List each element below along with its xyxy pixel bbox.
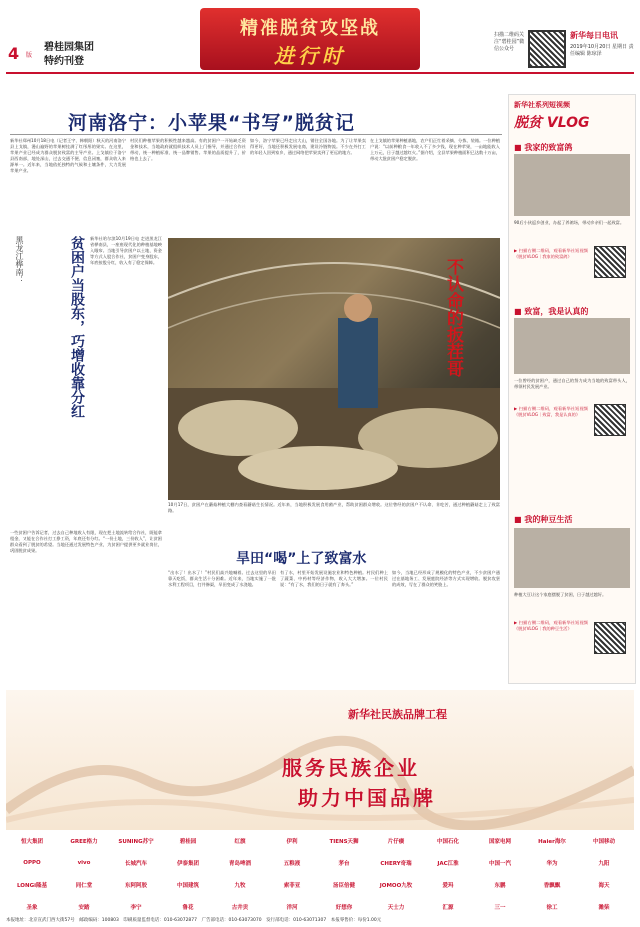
photo-caption: 10月17日，贫困户在蘑菇种植大棚内查看蘑菇生长情况。近年来，当地积极发展食用菌产业，帮助贫困群众增收。这位曾经的贫困户不认命、肯吃苦，通过种植蘑菇走上了致富路。 bbox=[168, 502, 500, 513]
brand-logo: 碧桂园 bbox=[179, 839, 197, 845]
brand-logo-grid bbox=[6, 830, 634, 914]
article-subheadline: 旱田“喝”上了致富水 bbox=[236, 551, 367, 567]
ad-slogan: 服务民族企业 bbox=[282, 756, 420, 780]
brand-logo: 九牧 bbox=[234, 883, 246, 889]
brand-logo: 红旗 bbox=[234, 839, 246, 845]
article-kicker: 黑龙江桦南： bbox=[15, 236, 24, 284]
brand-logo: 华为 bbox=[546, 861, 558, 867]
brand-logo: 东阿阿胶 bbox=[124, 883, 147, 889]
brand-logo: 中国移动 bbox=[592, 839, 615, 845]
brand-logo: 恒大集团 bbox=[20, 839, 43, 845]
slogan-top: 精准脱贫攻坚战 bbox=[240, 18, 380, 39]
slogan-bottom: 进行时 bbox=[274, 44, 346, 68]
qr-code-icon[interactable] bbox=[594, 404, 626, 436]
sidebar-photo bbox=[514, 154, 630, 216]
brand-logo: 安踏 bbox=[78, 905, 90, 911]
brand-logo: 爱玛 bbox=[442, 883, 454, 889]
brand-logo: 伊泰集团 bbox=[176, 861, 199, 867]
sidebar-section-heading: ■ 我的种豆生活 bbox=[514, 515, 573, 524]
sidebar-section-heading: ■ 致富，我是认真的 bbox=[514, 307, 589, 316]
sidebar-section-heading: ■ 我家的致富鸽 bbox=[514, 143, 573, 152]
brand-logo: 片仔癀 bbox=[387, 839, 405, 845]
brand-logo: JAC江淮 bbox=[437, 861, 459, 867]
brand-logo: vivo bbox=[77, 860, 91, 866]
sidebar-vlog-title: 脱贫 VLOG bbox=[514, 115, 590, 131]
photo-quote: 不认命的扳茬哥 bbox=[443, 258, 463, 377]
article-column: 在上戈镇的苹果种植基地，农户们正忙着采摘、分拣、装箱。一位种植户说：“以前种粮食一年收入不了多少钱，现在种苹果，一亩地能收入上万元，日子越过越红火。”据介绍，全县苹果种植面积已达数十万亩，带动大批贫困户稳定脱贫。 bbox=[370, 138, 500, 161]
brand-logo: CHERY奇瑞 bbox=[380, 861, 412, 867]
sidebar-qr-label: ▶ 扫描右侧二维码，观看新华社短视频《脱贫VLOG｜致富，我是认真的》 bbox=[514, 406, 588, 417]
brand-logo: 青岛啤酒 bbox=[228, 861, 251, 867]
article-column: 新华社郑州10月18日电（记者王宇、韩朝阳）秋天的河南洛宁县上戈镇，漫山遍野的苹果树挂满了红彤彤的果实。在这里，苹果产业已经成为群众脱贫致富的主导产业。上戈镇位于洛宁县西南部，地处深山，过去交通不便、信息闭塞，群众收入来源单一。近年来，当地依托独特的气候和土壤条件，大力发展苹果产业。 bbox=[10, 138, 126, 173]
sponsor-note: 特约刊登 bbox=[44, 56, 84, 67]
article-column: 如今，当地已经形成了规模化的特色产业，不少贫困户通过在基地务工、发展庭院经济等方式实现增收。脱贫攻坚的成效，写在了群众的笑脸上。 bbox=[392, 570, 500, 587]
article-headline: 河南洛宁：小苹果“书写”脱贫记 bbox=[68, 112, 355, 134]
qr-code-icon[interactable] bbox=[528, 30, 566, 68]
brand-logo: SUNING苏宁 bbox=[118, 839, 154, 845]
brand-logo: OPPO bbox=[23, 860, 41, 866]
brand-logo: 茅台 bbox=[338, 861, 350, 867]
article-column: 如今，洛宁苹果已经走出大山，销往全国各地。为了让苹果卖得更好，当地还积极发展电商，建设冷链物流。不少在外打工的年轻人回到家乡，通过网络把苹果卖到了更远的地方。 bbox=[250, 138, 366, 155]
brand-logo: 东鹏 bbox=[494, 883, 506, 889]
ad-logo-text: 新华社民族品牌工程 bbox=[348, 708, 447, 721]
brand-logo: 中国一汽 bbox=[488, 861, 511, 867]
brand-logo: 五粮液 bbox=[283, 861, 301, 867]
brand-logo: 长城汽车 bbox=[124, 861, 147, 867]
brand-logo: JOMOO九牧 bbox=[379, 883, 413, 889]
article-subheadline: 贫困户当股东，巧增收靠分红 bbox=[69, 236, 85, 418]
qr-caption: 扫描二维码关注“碧桂园”微信公众号 bbox=[494, 32, 525, 52]
brand-logo: 天士力 bbox=[387, 905, 405, 911]
footer-info: 本报地址：北京宣武门西大街57号 邮政编码：100803 印刷质量监督电话：010-63072877 广告部电话：010-63073070 发行部电话：010-63071307 本报零售价：每份1.00元 bbox=[6, 918, 382, 923]
brand-logo: 洋河 bbox=[286, 905, 298, 911]
brand-logo: LONGi隆基 bbox=[17, 883, 47, 889]
sidebar-photo bbox=[514, 528, 630, 588]
sidebar-photo bbox=[514, 318, 630, 374]
brand-logo: 古井贡 bbox=[231, 905, 249, 911]
article-column: 新华社哈尔滨10月19日电 走进黑龙江省桦南县，一座座现代化的种植基地映入眼帘。当地引导贫困户以土地、资金等方式入股合作社，贫困户变身股东，年底按股分红，收入有了稳定保障。 bbox=[90, 236, 162, 265]
brand-logo: GREE格力 bbox=[70, 839, 98, 845]
sidebar-title: 新华社系列短视频 bbox=[514, 101, 570, 109]
brand-logo: Haier海尔 bbox=[538, 839, 566, 845]
divider bbox=[10, 134, 502, 135]
brand-logo: 三一 bbox=[494, 905, 506, 911]
brand-logo: 徐工 bbox=[546, 905, 558, 911]
brand-logo: 潍柴 bbox=[598, 905, 610, 911]
brand-logo: 索菲亚 bbox=[283, 883, 301, 889]
sidebar-text: 一位曾经的贫困户，通过自己的努力成为当地的致富带头人，带领村民发展产业。 bbox=[514, 378, 630, 389]
brand-logo: 同仁堂 bbox=[75, 883, 93, 889]
brand-logo: 李宁 bbox=[130, 905, 142, 911]
article-column: 一些贫困户告诉记者，过去自己种地收入有限，现在把土地流转给合作社，既能拿租金，又能在合作社打工挣工资，年底还有分红。“一份土地，三份收入”，让贫困群众看到了脱贫的希望。当地还通过发展特色产业，为贫困户提供更多就业岗位，巩固脱贫成果。 bbox=[10, 530, 162, 553]
brand-logo: 圣象 bbox=[26, 905, 38, 911]
article-column: “出水了！出水了！”村民们高兴地喊着。过去这里的旱田靠天吃饭，群众生活十分困难。近年来，当地实施了一批水利工程项目，打井修渠，旱田变成了水浇地。 bbox=[168, 570, 276, 587]
brand-logo: 中国石化 bbox=[436, 839, 459, 845]
page-number: 4 bbox=[8, 44, 20, 63]
brand-logo: 九阳 bbox=[598, 861, 610, 867]
brand-logo: 中国建筑 bbox=[176, 883, 199, 889]
sidebar-qr-label: ▶ 扫描右侧二维码，观看新华社短视频《脱贫VLOG｜我家的致富鸽》 bbox=[514, 248, 588, 259]
qr-code-icon[interactable] bbox=[594, 622, 626, 654]
paper-name: 新华每日电讯 bbox=[570, 31, 618, 40]
sponsor-name: 碧桂园集团 bbox=[44, 42, 94, 53]
brand-logo: 鲁花 bbox=[182, 905, 194, 911]
ad-slogan: 助力中国品牌 bbox=[298, 786, 436, 810]
brand-logo: 汇源 bbox=[442, 905, 454, 911]
sidebar-text: 种植大豆让这个家庭摆脱了贫困，日子越过越好。 bbox=[514, 592, 607, 597]
brand-logo: 汤臣倍健 bbox=[332, 883, 355, 889]
brand-logo: 海天 bbox=[598, 883, 610, 889]
brand-logo: 国家电网 bbox=[488, 839, 511, 845]
brand-logo: 伊利 bbox=[286, 839, 298, 845]
page-suffix: 版 bbox=[26, 52, 33, 59]
brand-logo: 香飘飘 bbox=[543, 883, 561, 889]
article-column: 村民们种植苹果的积极性越来越高。有的贫困户一开始缺乏资金和技术，当地政府就组织技术人员上门指导，并通过合作社带动，统一种植标准、统一品牌销售。苹果的品质提升了，价格也上去了。 bbox=[130, 138, 246, 161]
article-column: 有了水，村里开始发展设施农业和特色种植。村民们种上了蔬菜、中药材等经济作物，收入大大增加。一位村民说：“有了水，我们的日子就有了奔头。” bbox=[280, 570, 388, 587]
sidebar-qr-label: ▶ 扫描右侧二维码，观看新华社短视频《脱贫VLOG｜我的种豆生活》 bbox=[514, 620, 588, 631]
brand-logo: 好想你 bbox=[335, 905, 353, 911]
sidebar-text: 90后小伙返乡创业，办起了养鸽场，带动乡亲们一起致富。 bbox=[514, 220, 625, 225]
paper-date: 2019年10月20日 星期日 责任编辑 陈琼泽 bbox=[570, 44, 634, 57]
qr-code-icon[interactable] bbox=[594, 246, 626, 278]
divider bbox=[6, 72, 634, 74]
brand-logo: TIENS天狮 bbox=[329, 839, 359, 845]
